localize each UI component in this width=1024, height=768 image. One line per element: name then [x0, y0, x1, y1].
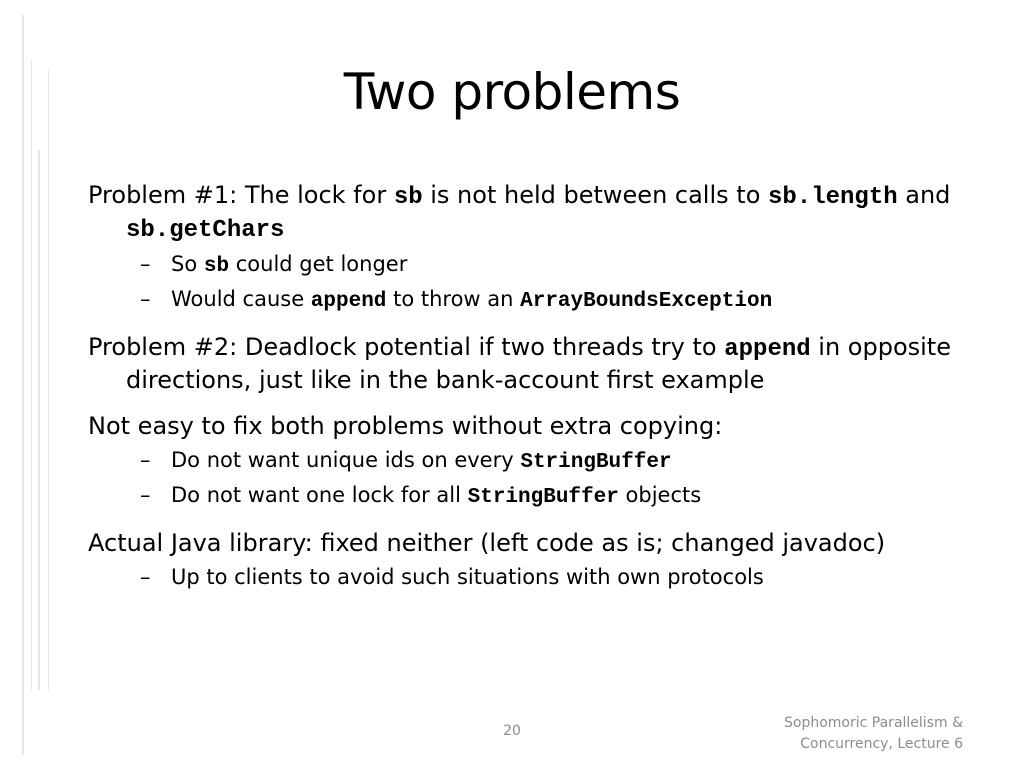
bullet-text: in opposite directions, just like in the bank-account first example [126, 333, 951, 394]
decorative-line [22, 15, 24, 755]
dash-marker: – [140, 448, 151, 472]
footer-course-title [743, 713, 963, 755]
bullet-text: Problem #1: The lock for [88, 181, 394, 209]
sub-bullet-text: Up to clients to avoid such situations with own protocols [171, 565, 764, 589]
bullet-java-library [88, 528, 968, 559]
code-term: ArrayBoundsException [520, 290, 773, 313]
sub-bullet [88, 444, 968, 479]
sub-bullet-text: Do not want unique ids on every [171, 448, 521, 472]
dash-marker: – [140, 483, 151, 507]
dash-marker: – [140, 252, 151, 276]
bullet-text: is not held between calls to [422, 181, 768, 209]
sub-bullet-text: Do not want one lock for all [171, 483, 468, 507]
footer-line: Concurrency, Lecture 6 [800, 736, 963, 752]
sub-bullet [88, 561, 968, 594]
sub-bullet-list [88, 248, 968, 318]
sub-bullet [88, 479, 968, 514]
sub-bullet-text: So [171, 252, 204, 276]
sub-bullet-text: to throw an [386, 287, 521, 311]
dash-marker: – [140, 565, 151, 589]
slide-content [88, 180, 968, 608]
code-term: append [310, 290, 387, 313]
footer-line: Sophomoric Parallelism & [784, 715, 963, 731]
bullet-text: Actual Java library: fixed neither (left code as is; changed javadoc) [88, 529, 886, 557]
page-number: 20 [503, 723, 521, 739]
decorative-line [31, 60, 32, 690]
dash-marker: – [140, 287, 151, 311]
code-term: append [724, 336, 811, 363]
decorative-line [38, 150, 40, 690]
bullet-text: and [897, 181, 951, 209]
bullet-text: Problem #2: Deadlock potential if two threads try to [88, 333, 725, 361]
bullet-text: Not easy to fix both problems without extra copying: [88, 412, 723, 440]
bullet-problem-1 [88, 180, 968, 246]
slide-title: Two problems [343, 63, 681, 121]
sub-bullet-text: could get longer [229, 252, 408, 276]
sub-bullet-list [88, 444, 968, 514]
bullet-not-easy [88, 411, 968, 442]
code-term: StringBuffer [520, 451, 672, 474]
sub-bullet-text: objects [618, 483, 702, 507]
bullet-problem-2 [88, 332, 968, 396]
sub-bullet-list [88, 561, 968, 594]
code-term: sb [393, 184, 423, 211]
decorative-line [48, 70, 49, 690]
code-term: StringBuffer [467, 486, 619, 509]
sub-bullet [88, 248, 968, 283]
code-term: sb.length [768, 184, 898, 211]
sub-bullet [88, 283, 968, 318]
code-term: sb.getChars [126, 217, 285, 244]
code-term: sb [203, 255, 230, 278]
sub-bullet-text: Would cause [171, 287, 311, 311]
